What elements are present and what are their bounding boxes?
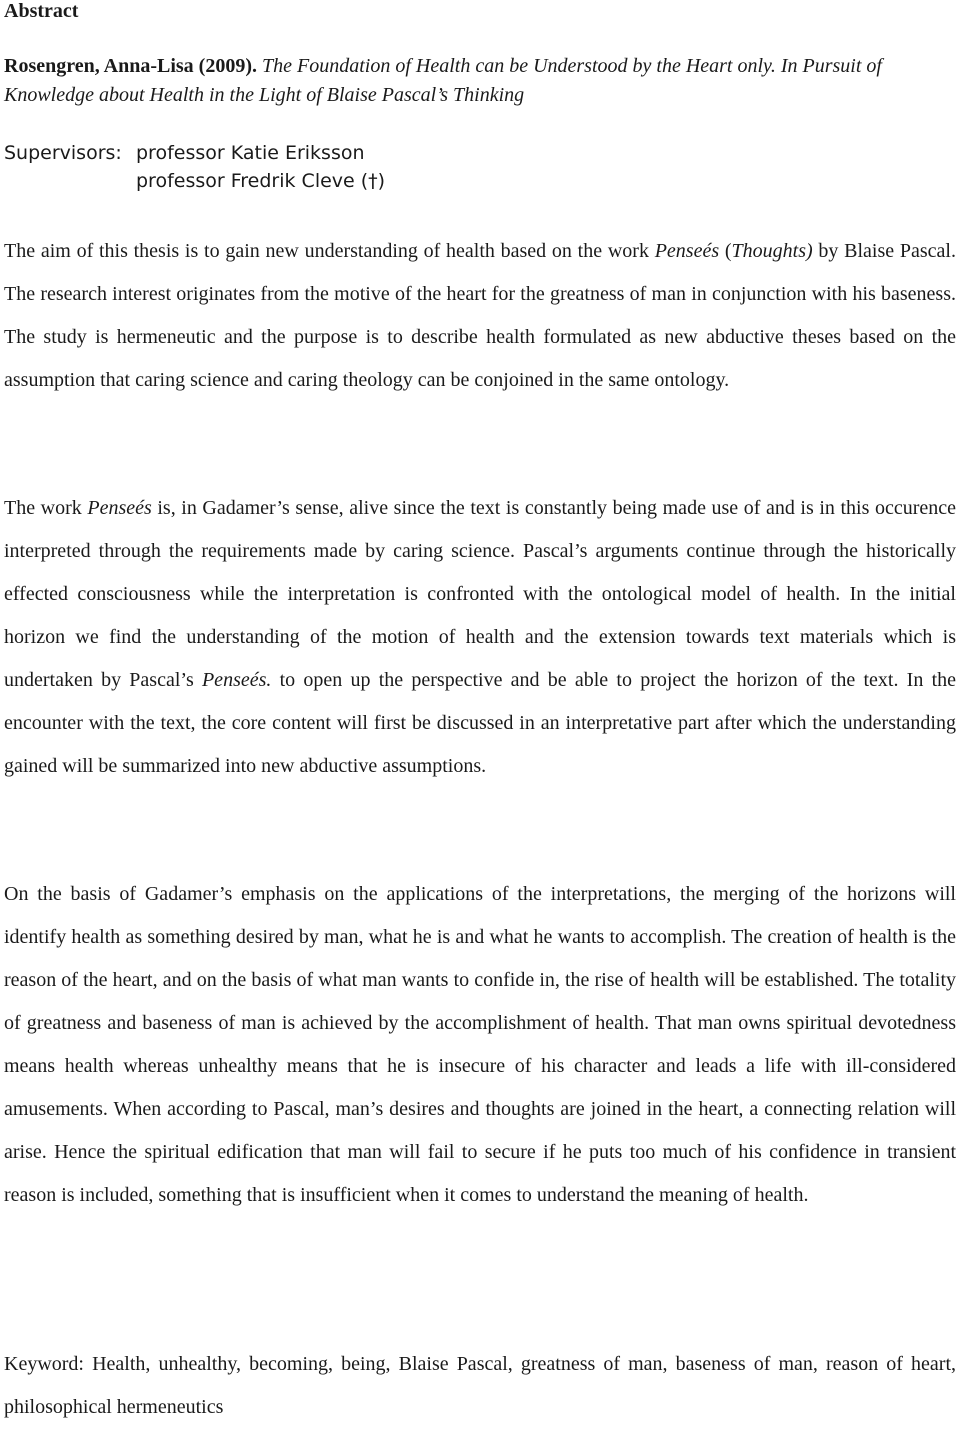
citation [4, 52, 956, 110]
text-span: ( [719, 240, 732, 262]
citation-title: The Foundation of Health can be Understood by the Heart only. In Pursuit of Knowledge about Health in the Light of Blaise Pascal’s Thinking [4, 55, 882, 106]
supervisors-block [4, 139, 385, 195]
supervisor-name: professor Katie Eriksson [136, 142, 365, 164]
text-span: is, in Gadamer’s sense, alive since the text is constantly being made use of and is in this occurence interpreted through the requirements made by caring science. Pascal’s arguments continue through the historically effected consciousness while the interpretation is confronted with the ontological model of health. In the initial horizon we find the understanding of the motion of health and the extension towards text materials which is undertaken by Pascal’s [4, 497, 956, 691]
keywords-line: Keyword: Health, unhealthy, becoming, being, Blaise Pascal, greatness of man, baseness of man, reason of heart, philosophical hermeneutics [4, 1353, 956, 1418]
abstract-paragraph-method [4, 487, 956, 788]
supervisors-label: Supervisors: [4, 142, 122, 164]
abstract-paragraph-aim [4, 230, 956, 402]
text-span: to open up the perspective and be able to project the horizon of the text. In the encounter with the text, the core content will first be discussed in an interpretative part after which the understanding gained will be summarized into new abductive assumptions. [4, 669, 957, 777]
work-title-italic: Penseés [87, 497, 152, 519]
text-span: The aim of this thesis is to gain new understanding of health based on the work [4, 240, 655, 262]
work-subtitle-italic: Thoughts) [731, 240, 813, 262]
abstract-paragraph-findings: On the basis of Gadamer’s emphasis on the applications of the interpretations, the merging of the horizons will identify health as something desired by man, what he is and what he wants to accomplish. The creation of health is the reason of the heart, and on the basis of what man wants to confide in, the rise of health will be established. The totality of greatness and baseness of man is achieved by the accomplishment of health. That man owns spiritual devotedness means health whereas unhealthy means that he is insecure of his character and leads a life with ill-considered amusements. When according to Pascal, man’s desires and thoughts are joined in the heart, a connecting relation will arise. Hence the spiritual edification that man will fail to secure if he puts too much of his confidence in transient reason is included, something that is insufficient when it comes to understand the meaning of health. [4, 883, 956, 1206]
supervisors-names [136, 139, 385, 195]
text-span: by Blaise Pascal. The research interest originates from the motive of the heart for the greatness of man in conjunction with his baseness. The study is hermeneutic and the purpose is to describe health formulated as new abductive theses based on the assumption that caring science and caring theology can be conjoined in the same ontology. [4, 240, 956, 391]
work-title-italic: Penseés. [201, 669, 272, 691]
text-span: The work [4, 497, 88, 519]
work-title-italic: Penseés [654, 240, 720, 262]
supervisor-name: professor Fredrik Cleve (†) [136, 170, 386, 192]
abstract-heading: Abstract [4, 0, 79, 22]
citation-author-year: Rosengren, Anna-Lisa (2009). [4, 55, 257, 77]
